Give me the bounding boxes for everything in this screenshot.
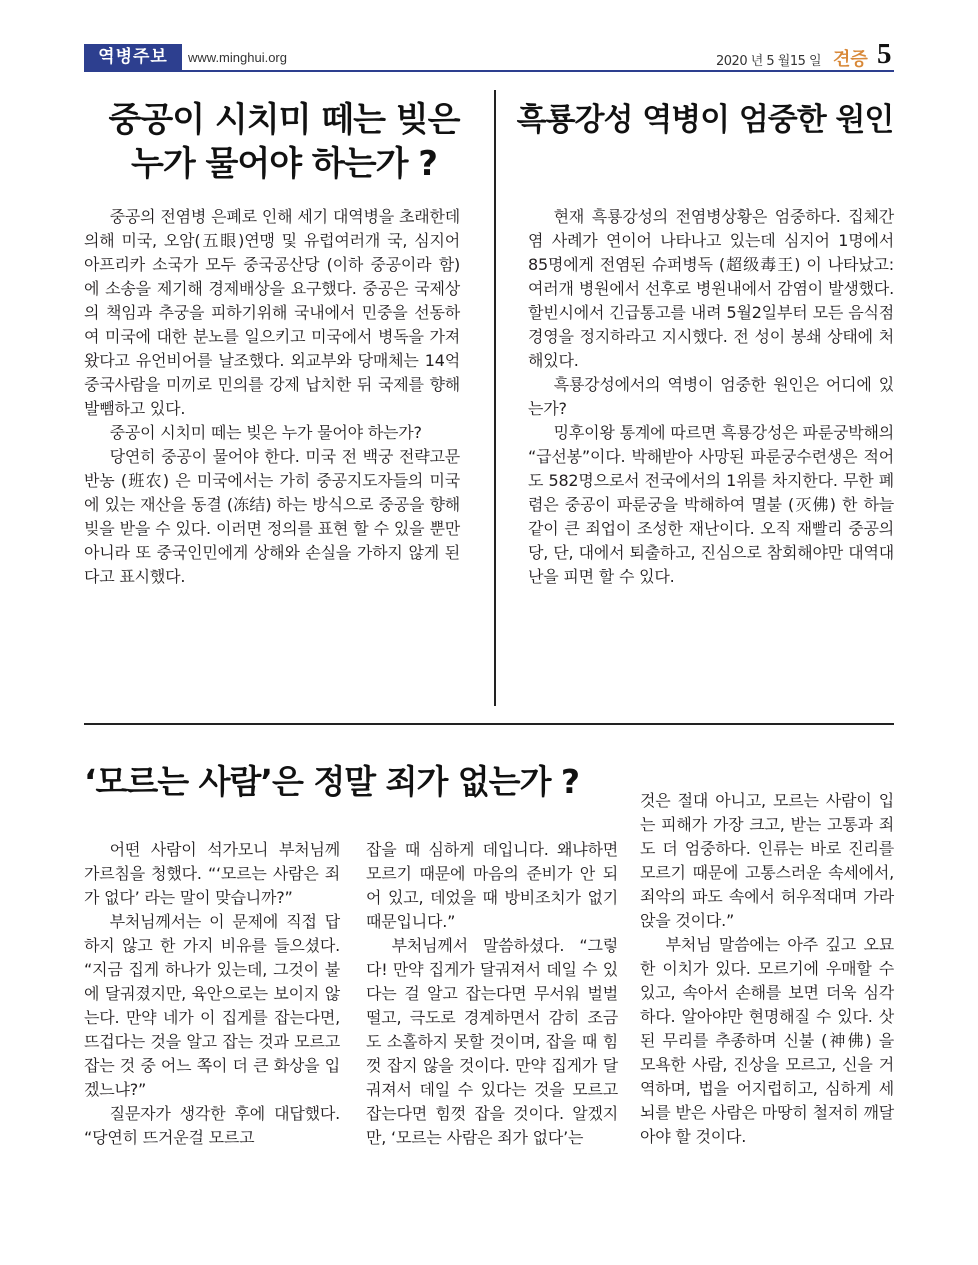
article3-column3: [640, 789, 894, 1149]
paragraph: 부처님 말씀에는 아주 깊고 오묘한 이치가 있다. 모르기에 우매할 수 있고, 속아서 손해를 보면 더욱 심각하다. 알아야만 현명해질 수 있다. 삿된 무리를 추종하며 신불 (神佛) 을 모욕한 사람, 진상을 모르고, 신을 거역하며, 법을 어지럽히고, 심하게 세뇌를 받은 사람은 마땅히 철저히 깨달아야 할 것이다.: [640, 935, 894, 1146]
paragraph: 어떤 사람이 석가모니 부처님께 가르침을 청했다. “‘모르는 사람은 죄가 없다’ 라는 말이 맞습니까?”: [84, 840, 340, 907]
section-label: 견증: [833, 49, 868, 70]
paragraph: 현재 흑룡강성의 전염병상황은 엄중하다. 집체간염 사례가 연이어 나타나고 있는데 심지어 1명에서 85명에게 전염된 슈퍼병독 (超级毒王) 이 나타났고: 여러개 병원에서 선후로 병원내에서 감염이 발생했다. 할빈시에서 긴급통고를 내려 5월2일부터 모든 음식점 경영을 정지하라고 지시했다. 전 성이 봉쇄 상태에 처해있다.: [528, 207, 894, 370]
article1-body: [84, 205, 460, 589]
paragraph: 부처님께서는 이 문제에 직접 답하지 않고 한 가지 비유를 들으셨다. “지금 집게 하나가 있는데, 그것이 불에 달궈졌지만, 육안으로는 보이지 않는다. 만약 네가 이 집게를 잡는다면, 뜨겁다는 것을 알고 잡는 것과 모르고 잡는 것 중 어느 쪽이 더 큰 화상을 입겠느냐?”: [84, 912, 340, 1099]
paragraph: 질문자가 생각한 후에 대답했다. “당연히 뜨거운걸 모르고: [84, 1104, 340, 1147]
article3-title: ‘모르는 사람’은 정말 죄가 없는가 ?: [84, 762, 580, 801]
section-divider: [84, 723, 894, 725]
article3-column2: [366, 838, 618, 1150]
article1-title: [84, 98, 484, 186]
article1-title-line1: 중공이 시치미 떼는 빚은: [108, 100, 460, 140]
website-url[interactable]: www.minghui.org: [188, 50, 287, 65]
paragraph: 밍후이왕 통계에 따르면 흑룡강성은 파룬궁박해의 “급선봉”이다. 박해받아 사망된 파룬궁수련생은 적어도 582명으로서 전국에서의 1위를 차지한다. 무한 폐렴은 중공이 파룬궁을 박해하여 멸불 (灭佛) 한 하늘 같이 큰 죄업이 조성한 재난이다. 오직 재빨리 중공의 당, 단, 대에서 퇴출하고, 진심으로 참회해야만 대역대난을 피면 할 수 있다.: [528, 423, 894, 586]
issue-date: 2020 년 5 월15 일: [716, 54, 822, 69]
paragraph: 것은 절대 아니고, 모르는 사람이 입는 피해가 가장 크고, 받는 고통과 죄도 더 엄중하다. 인류는 바로 진리를 모르기 때문에 고통스러운 속세에서, 죄악의 파도 속에서 허우적대며 가라앉을 것이다.”: [640, 791, 894, 930]
article1-title-line2: 누가 물어야 하는가 ?: [131, 144, 437, 184]
page-number: 5: [877, 38, 892, 70]
article2-title: 흑룡강성 역병이 엄중한 원인: [516, 102, 894, 138]
article3-column1: [84, 838, 340, 1150]
article2-body: [528, 205, 894, 589]
paragraph: 당연히 중공이 물어야 한다. 미국 전 백궁 전략고문 반농 (班农) 은 미국에서는 가히 중공지도자들의 미국에 있는 재산을 동결 (冻结) 하는 방식으로 중공을 향해 빚을 받을 수 있다. 이러면 정의를 표현 할 수 있을 뿐만아니라 또 중국인민에게 상해와 손실을 가하지 않게 된다고 표시했다.: [84, 447, 460, 586]
paragraph: 잡을 때 심하게 데입니다. 왜냐하면 모르기 때문에 마음의 준비가 안 되어 있고, 데었을 때 방비조치가 없기 때문입니다.”: [366, 840, 618, 931]
header-divider: [84, 70, 894, 72]
paragraph: 부처님께서 말씀하셨다. “그렇다! 만약 집게가 달궈져서 데일 수 있다는 걸 알고 잡는다면 무서워 벌벌 떨고, 극도로 경계하면서 감히 조금도 소홀하지 못할 것이며, 잡을 때 힘껏 잡지 않을 것이다. 만약 집게가 달궈져서 데일 수 있다는 것을 모르고 잡는다면 힘껏 잡을 것이다. 알겠지만, ‘모르는 사람은 죄가 없다’는: [366, 936, 618, 1147]
paragraph: 흑룡강성에서의 역병이 엄중한 원인은 어디에 있는가?: [528, 375, 894, 418]
column-divider: [494, 90, 496, 706]
paragraph: 중공이 시치미 떼는 빚은 누가 물어야 하는가?: [109, 423, 422, 442]
newsletter-badge: 역병주보: [84, 44, 182, 70]
paragraph: 중공의 전염병 은폐로 인해 세기 대역병을 초래한데 의해 미국, 오암(五眼)연맹 및 유럽여러개 국, 심지어 아프리카 소국가 모두 중국공산당 (이하 중공이라 함) 에 소송을 제기해 경제배상을 요구했다. 중공은 국제상의 책임과 추궁을 피하기위해 국내에서 민중을 선동하여 미국에 대한 분노를 일으키고 미국에서 병독을 가져왔다고 유언비어를 날조했다. 외교부와 당매체는 14억 중국사람을 미끼로 민의를 강제 납치한 뒤 국제를 향해 발뺌하고 있다.: [84, 207, 460, 418]
